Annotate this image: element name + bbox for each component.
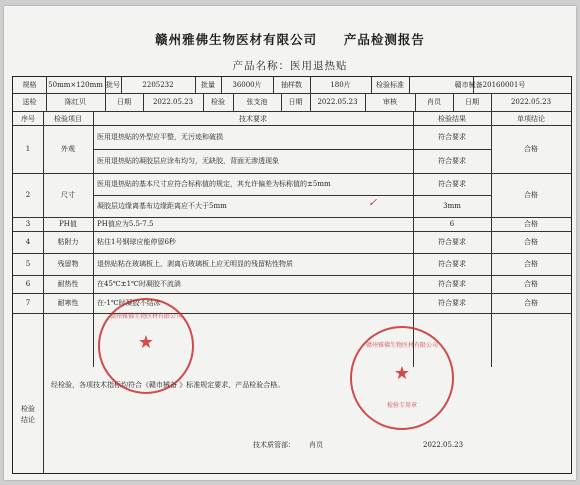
report-name: 产品检测报告 [343, 32, 425, 47]
row-requirement: PH值应为5.5-7.5 [97, 219, 154, 228]
submit-date-value: 2022.05.23 [152, 98, 194, 106]
row-requirement: 医用退热贴的凝胶层应涂布均匀，无缺胶，背面无渗透现象 [97, 156, 279, 165]
row-seq: 6 [25, 280, 31, 288]
stamp-star-icon: ★ [137, 332, 155, 354]
stamp-star-icon: ★ [393, 363, 411, 384]
inspection-table [12, 76, 572, 474]
row-requirement: 医用退热贴的外型应平整，无污迹和破损 [97, 132, 223, 141]
row-seq: 5 [25, 260, 31, 268]
manager-name: 肖员 [309, 441, 323, 449]
row-rule [13, 125, 571, 126]
check-mark-icon: ✓ [368, 196, 378, 209]
row-seq: 7 [25, 299, 31, 307]
row-rule [13, 217, 571, 218]
row-item: 耐热性 [57, 280, 79, 288]
row-requirement: 医用退热贴的基本尺寸应符合标称值的规定，其允许偏差为标称值的±5mm [97, 179, 331, 188]
row-seq: 1 [25, 145, 31, 153]
row-result: 符合要求 [438, 237, 466, 246]
row-requirement: 在45℃±1℃时凝胶不流淌 [97, 279, 181, 288]
review-date-value: 2022.05.23 [510, 98, 552, 106]
row-rule [13, 253, 571, 254]
row-rule [13, 313, 571, 314]
inspector-value: 张支池 [246, 98, 268, 106]
row-result: 符合要求 [438, 279, 466, 288]
manager-label: 技术质管部： [253, 441, 295, 449]
product-name: 产品名称：医用退热贴 [232, 60, 348, 72]
row-result: 符合要求 [438, 179, 466, 188]
sub-row-rule [93, 195, 491, 196]
row-result: 符合要求 [438, 156, 466, 165]
col-result-header: 检验结果 [438, 115, 466, 123]
conclusion-label: 检验 [21, 405, 35, 413]
company-name: 赣州雅佛生物医材有限公司 [155, 32, 318, 47]
col-item-header: 检验项目 [54, 115, 82, 123]
row-result: 符合要求 [438, 132, 466, 141]
submitter-value: 陈红贝 [65, 98, 86, 106]
row-verdict: 合格 [524, 145, 538, 153]
report-title [0, 30, 580, 48]
lot-size-value: 36000片 [232, 81, 262, 89]
spec-label: 规格 [22, 81, 37, 89]
row-result: 符合要求 [438, 298, 466, 307]
row-item: 耐寒性 [57, 299, 79, 307]
inspect-date-label: 日期 [288, 98, 303, 106]
row-seq: 3 [25, 220, 31, 228]
col-req-header: 技术要求 [239, 115, 267, 123]
company-seal-left [98, 298, 194, 394]
standard-label: 检验标准 [376, 81, 404, 89]
row-verdict: 合格 [524, 238, 538, 246]
row-item: 尺寸 [61, 191, 75, 199]
row-requirement: 在-1℃时凝胶不结冰 [97, 298, 161, 307]
column-rule [43, 367, 44, 473]
row-item: 粘附力 [57, 238, 79, 246]
row-result: 6 [449, 219, 455, 228]
standard-value: 赣市械备20160001号 [454, 81, 526, 89]
conclusion-label: 结论 [21, 416, 35, 424]
row-result: 3mm [443, 201, 461, 210]
inspector-label: 检验 [211, 98, 225, 106]
stamp-sub-text: 检验专用章 [386, 402, 417, 409]
row-verdict: 合格 [524, 299, 538, 307]
spec-value: 50mm×120mm [48, 81, 103, 89]
row-rule [13, 111, 571, 112]
row-item: 残留物 [57, 260, 79, 268]
row-requirement: 凝胶层边缘离基布边缘距离应不大于5mm [97, 201, 227, 210]
conclusion-date: 2022.05.23 [423, 441, 464, 449]
row-rule [13, 275, 571, 276]
row-seq: 4 [25, 238, 31, 246]
row-item: 外观 [61, 145, 75, 153]
submit-date-label: 日期 [117, 98, 131, 106]
sample-value: 180片 [330, 81, 351, 89]
inspection-seal-right [350, 326, 454, 430]
row-rule [13, 293, 571, 294]
row-verdict: 合格 [524, 260, 538, 268]
row-item: PH值 [59, 220, 77, 228]
lot-size-label: 批量 [201, 81, 215, 89]
row-rule [13, 231, 571, 232]
row-verdict: 合格 [524, 191, 538, 199]
row-verdict: 合格 [524, 280, 538, 288]
batch-value: 2205232 [142, 81, 174, 89]
row-requirement: 粘住1号钢球应能停留6秒 [97, 237, 176, 246]
row-requirement: 退热贴粘在玻璃板上，剥离后玻璃板上应无明显的残留粘性物质 [97, 259, 293, 268]
row-result: 符合要求 [438, 259, 466, 268]
row-seq: 2 [25, 191, 31, 199]
sub-row-rule [93, 149, 491, 150]
conclusion-text: 经检验，各项技术指标均符合《赣市械备 》标准规定要求，产品检验合格。 [51, 381, 285, 389]
inspect-date-value: 2022.05.23 [317, 98, 358, 106]
stamp-ring-text: 赣州雅佛生物医材有限公司 [109, 313, 182, 321]
reviewer-value: 肖员 [427, 98, 441, 106]
review-date-label: 日期 [465, 98, 479, 106]
batch-label: 批号 [106, 81, 120, 89]
row-rule [13, 93, 571, 94]
row-rule [13, 173, 571, 174]
submitter-label: 送检 [22, 98, 37, 106]
col-verdict-header: 单项结论 [517, 115, 545, 123]
col-seq-header: 序号 [21, 115, 35, 123]
row-verdict: 合格 [524, 220, 538, 228]
stamp-ring-text: 赣州雅佛生物医材有限公司 [365, 342, 438, 349]
sample-label: 抽样数 [281, 81, 302, 89]
reviewer-label: 审核 [383, 98, 397, 106]
